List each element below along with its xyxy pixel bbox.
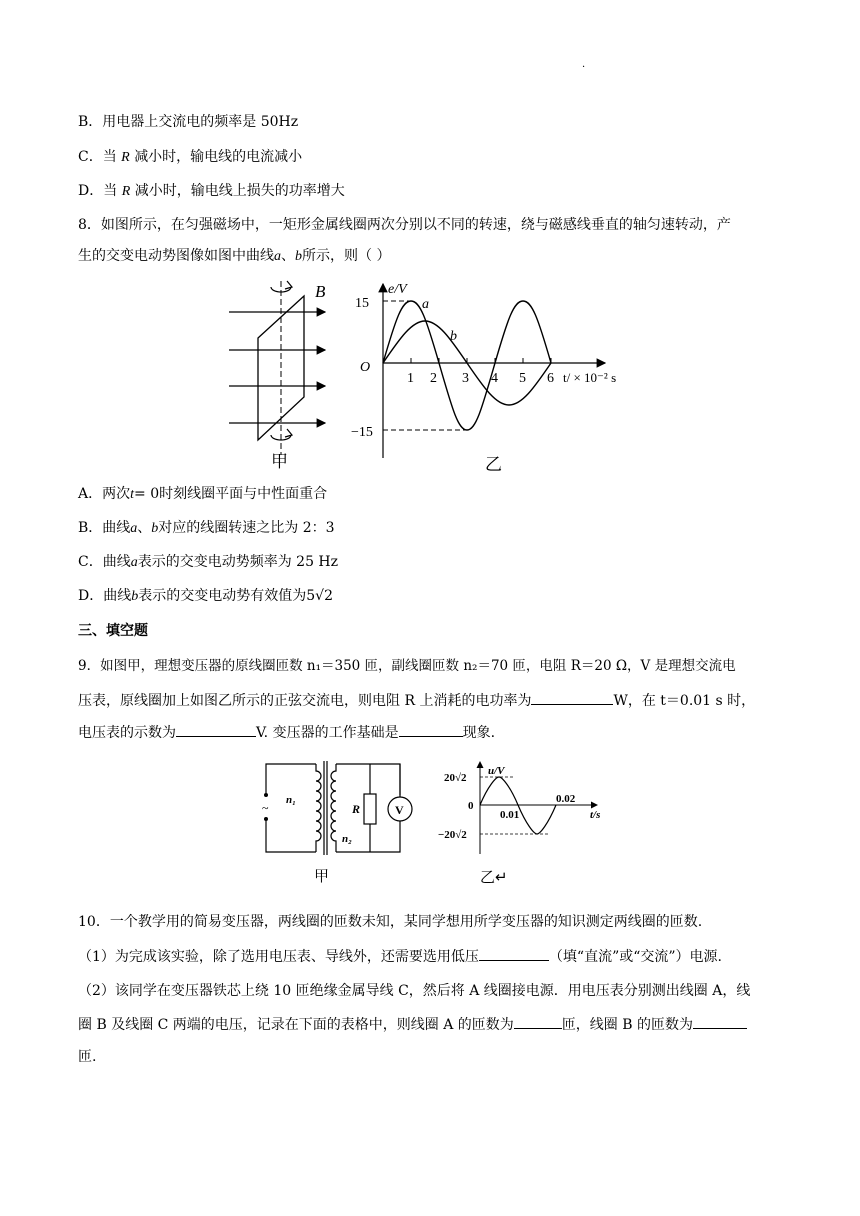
graph-origin: O [360, 360, 371, 375]
q10-blank-source[interactable] [479, 946, 549, 961]
figure-jia-caption-q9: 甲 [314, 867, 330, 885]
x-tick-3: 3 [462, 371, 469, 386]
q8-option-c: C．曲线a表示的交变电动势频率为 25 Hz [78, 554, 339, 570]
graph-x-axis-label: t/ × 10⁻² s [563, 370, 617, 385]
u-zero: 0 [468, 800, 474, 812]
x-tick-6: 6 [547, 371, 554, 386]
q10-line3: （2）该同学在变压器铁芯上绕 10 匝绝缘金属导线 C，然后将 A 线圈接电源．用电压表分别测出线圈 A，线 [78, 983, 751, 999]
q8-stem-line1: 8．如图所示，在匀强磁场中，一矩形金属线圈两次分别以不同的转速，绕与磁感线垂直的轴匀速转动，产 [78, 217, 731, 233]
q10-blank-coil-a[interactable] [514, 1014, 562, 1029]
q8-figure-coil [225, 275, 335, 471]
q8-option-a: A．两次t= 0时刻线圈平面与中性面重合 [78, 486, 328, 502]
q9-blank-voltage[interactable] [176, 722, 256, 737]
curve-b-label: b [450, 329, 457, 344]
graph-y-tick-neg15: −15 [351, 425, 373, 440]
q9-blank-phenomenon[interactable] [399, 722, 463, 737]
graph-y-tick-15: 15 [355, 296, 369, 311]
magnetic-field-label: B [315, 282, 326, 301]
x-tick-4: 4 [491, 371, 498, 386]
q9-figure-graph [432, 758, 612, 888]
t-tick-002: 0.02 [556, 793, 576, 805]
curve-a-label: a [422, 297, 429, 312]
q10-line5: 匝. [78, 1049, 97, 1065]
secondary-turns-label: n₂ [342, 833, 352, 845]
primary-turns-label: n₁ [286, 794, 296, 806]
u-axis-label: u/V [488, 765, 505, 777]
q8-option-b: B．曲线a、b对应的线圈转速之比为 2：3 [78, 520, 335, 536]
q10-blank-coil-b[interactable] [693, 1014, 747, 1029]
q9-line3: 电压表的示数为 V. 变压器的工作基础是 现象. [78, 722, 495, 743]
q9-line1: 9．如图甲，理想变压器的原线圈匝数 n₁＝350 匝，副线圈匝数 n₂＝70 匝，电阻 R＝20 Ω，V 是理想交流电 [78, 658, 736, 674]
q9-blank-power[interactable] [531, 690, 613, 705]
section-heading: 三、填空题 [78, 623, 148, 639]
figure-yi-caption: 乙 [485, 455, 502, 474]
u-positive-peak: 20√2 [444, 772, 467, 784]
figure-jia-caption: 甲 [271, 452, 288, 471]
resistor-label: R [352, 802, 361, 816]
u-negative-peak: −20√2 [438, 829, 467, 841]
header-dot: · [582, 62, 586, 73]
q8-option-d: D．曲线b表示的交变电动势有效值为5√2 [78, 588, 333, 604]
q10-line4: 圈 B 及线圈 C 两端的电压，记录在下面的表格中，则线圈 A 的匝数为 匝，线圈 B 的匝数为 [78, 1014, 747, 1035]
q7-option-c: C．当 R 减小时，输电线的电流减小 [78, 149, 303, 165]
q9-line2: 压表，原线圈加上如图乙所示的正弦交流电，则电阻 R 上消耗的电功率为 W，在 t＝0.01 s 时， [78, 690, 755, 711]
ac-source-symbol: ~ [262, 801, 269, 815]
q10-line2: （1）为完成该实验，除了选用电压表、导线外，还需要选用低压 （填“直流”或“交流”）电源. [78, 946, 722, 967]
voltmeter-label: V [395, 803, 404, 817]
graph-y-axis-label: e/V [388, 282, 407, 297]
t-tick-001: 0.01 [500, 809, 520, 821]
t-axis-label: t/s [590, 809, 601, 821]
x-tick-5: 5 [519, 371, 526, 386]
q10-line1: 10．一个教学用的简易变压器，两线圈的匝数未知，某同学想用所学变压器的知识测定两线圈的匝数. [78, 914, 703, 930]
q9-figure-circuit [258, 757, 418, 887]
q7-option-b: B．用电器上交流电的频率是 50Hz [78, 114, 299, 130]
x-tick-1: 1 [407, 371, 414, 386]
q8-figure-graph [350, 278, 650, 474]
q8-stem-line2: 生的交变电动势图像如图中曲线a、b所示，则（ ） [78, 248, 391, 264]
figure-yi-caption-q9: 乙↵ [480, 868, 508, 886]
q7-option-d: D．当 R 减小时，输电线上损失的功率增大 [78, 183, 345, 199]
x-tick-2: 2 [430, 371, 437, 386]
